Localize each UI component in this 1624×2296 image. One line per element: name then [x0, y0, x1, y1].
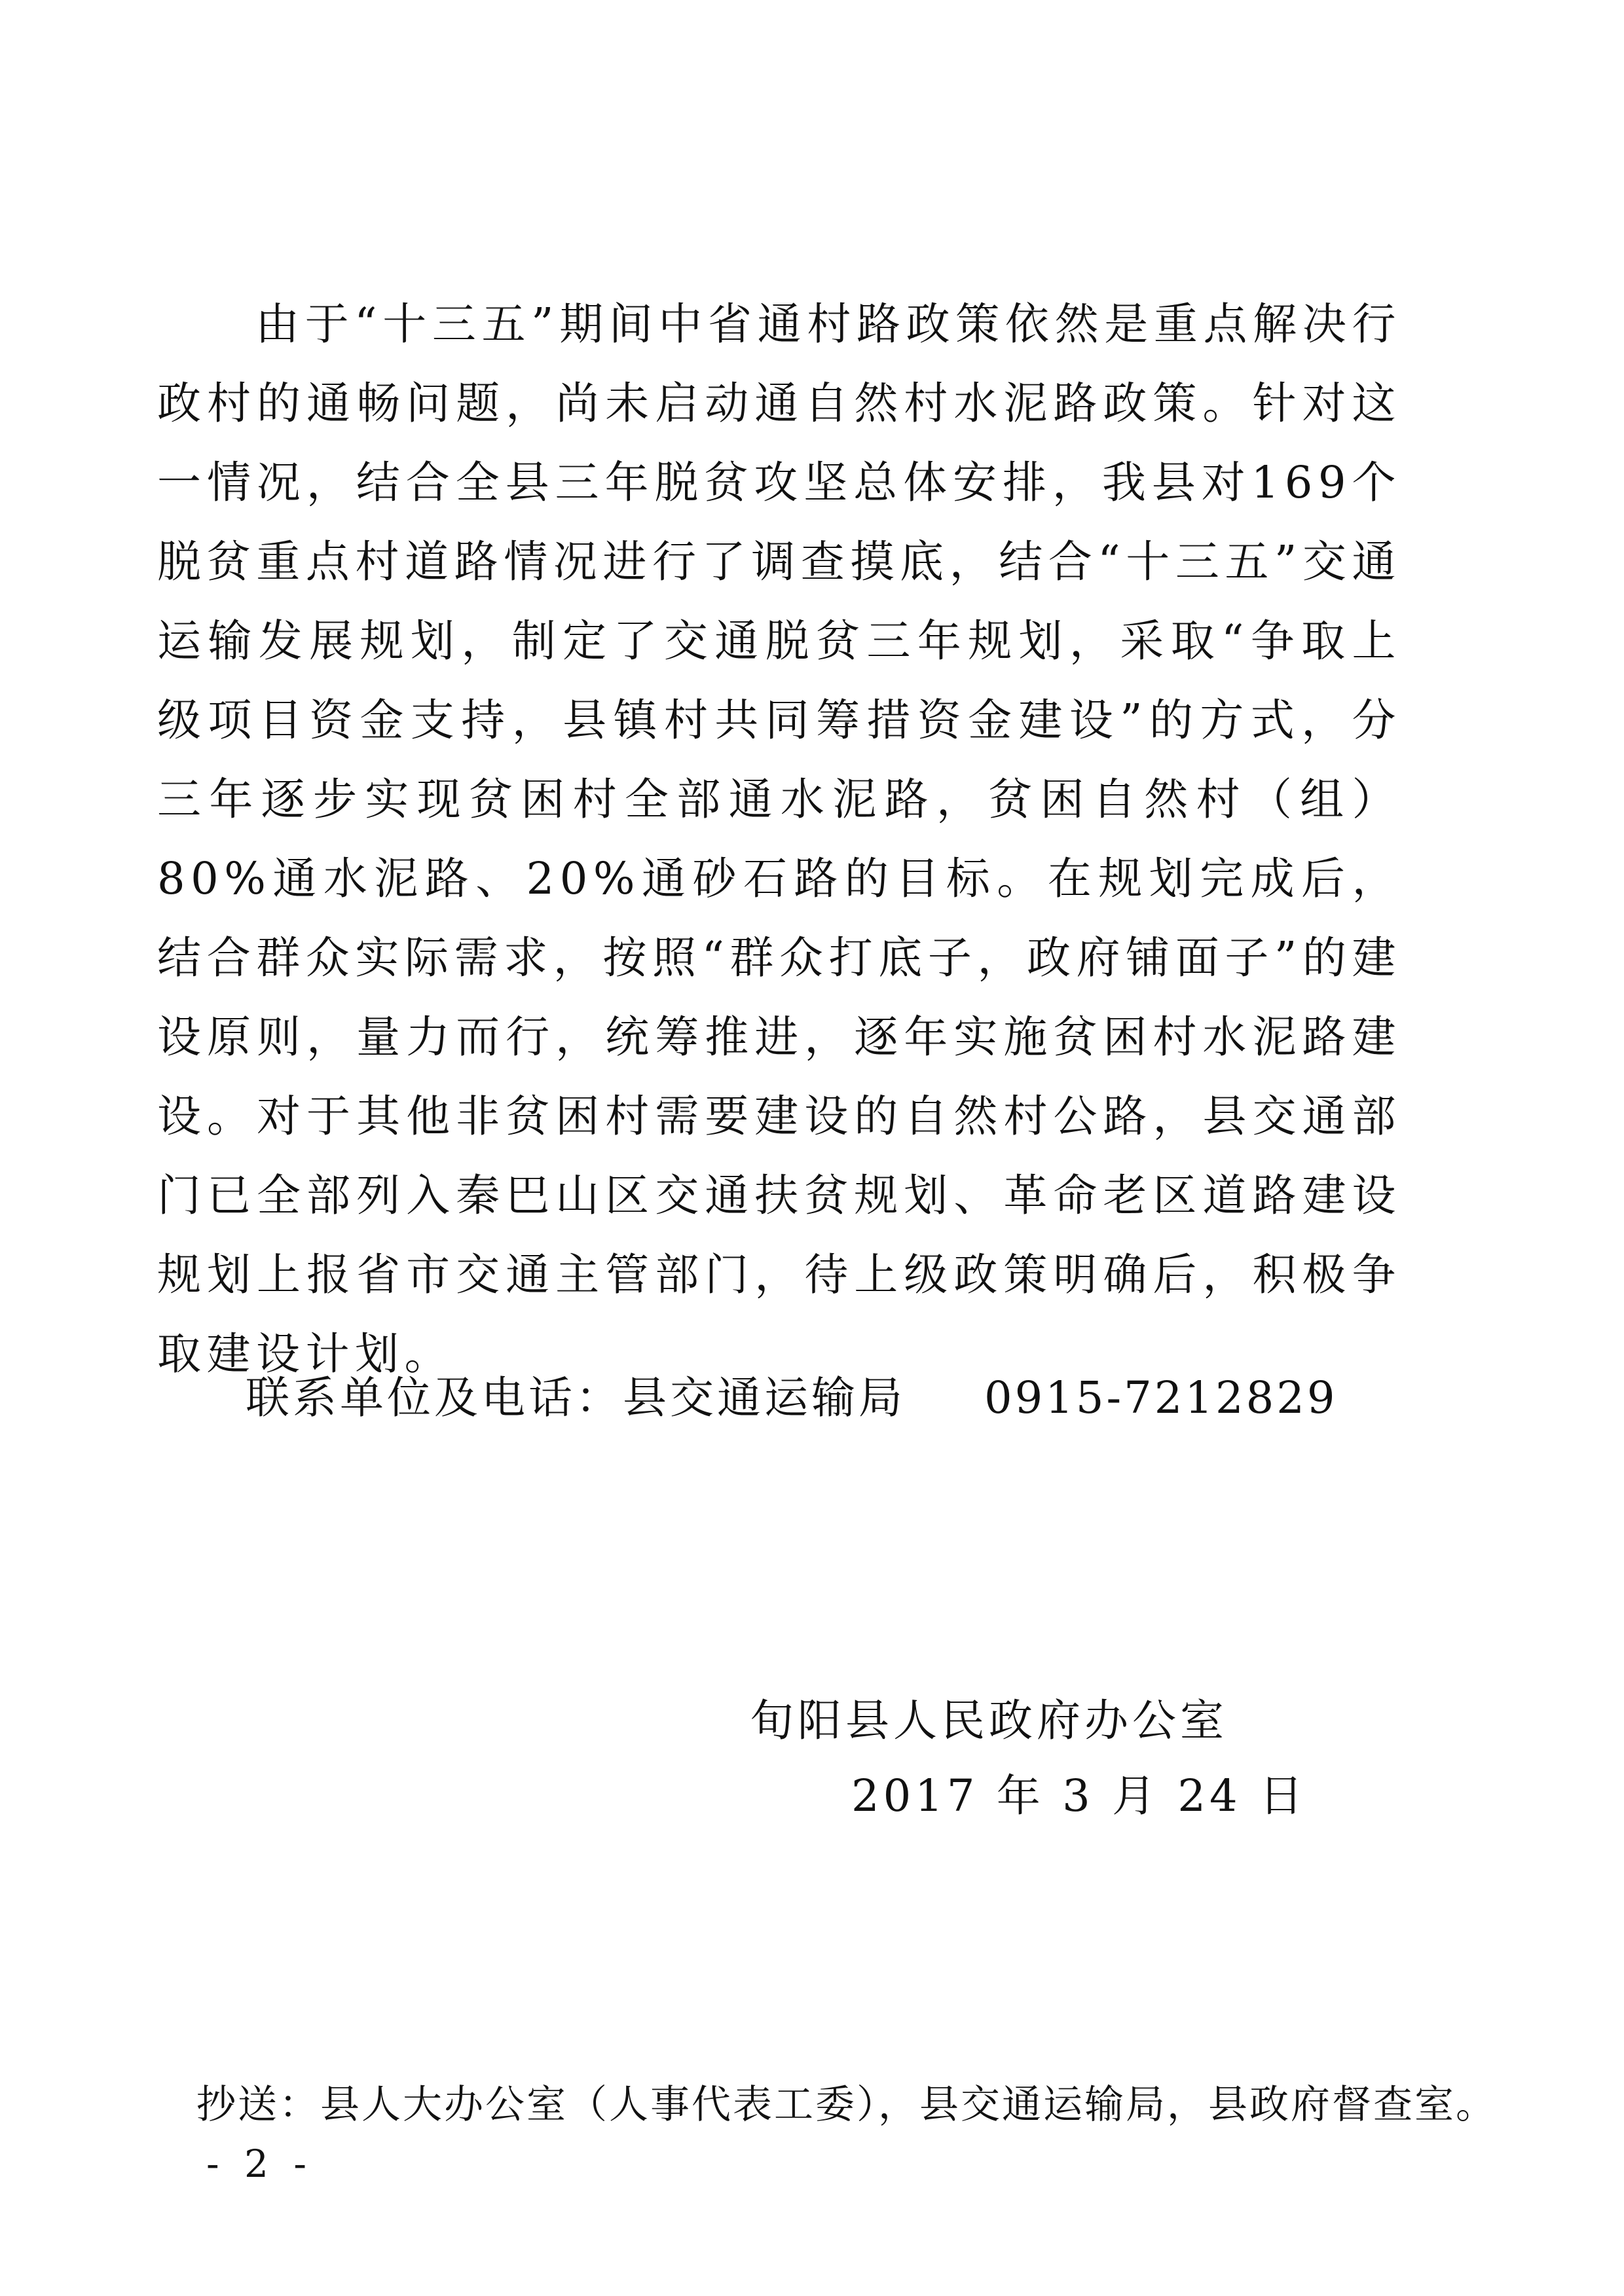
body-paragraph: 由于“十三五”期间中省通村路政策依然是重点解决行政村的通畅问题，尚未启动通自然村水泥路政策。针对这一情况，结合全县三年脱贫攻坚总体安排，我县对169个脱贫重点村道路情况进行了调查摸底，结合“十三五”交通运输发展规划，制定了交通脱贫三年规划，采取“争取上级项目资金支持，县镇村共同筹措资金建设”的方式，分三年逐步实现贫困村全部通水泥路，贫困自然村（组）80%通水泥路、20%通砂石路的目标。在规划完成后，结合群众实际需求，按照“群众打底子，政府铺面子”的建设原则，量力而行，统筹推进，逐年实施贫困村水泥路建设。对于其他非贫困村需要建设的自然村公路，县交通部门已全部列入秦巴山区交通扶贫规划、革命老区道路建设规划上报省市交通主管部门，待上级政策明确后，积极争取建设计划。	[157, 299, 1401, 1379]
contact-phone: 0915-7212829	[984, 1372, 1338, 1423]
issuer-name: 旬阳县人民政府办公室	[750, 1695, 1228, 1746]
cc-line: 抄送：县人大办公室（人事代表工委），县交通运输局，县政府督查室。	[196, 2082, 1497, 2128]
page-number: - 2 -	[206, 2141, 313, 2186]
contact-label: 联系单位及电话：县交通运输局	[246, 1372, 906, 1423]
contact-line	[246, 1358, 1338, 1438]
issue-date: 2017 年 3 月 24 日	[851, 1770, 1307, 1821]
